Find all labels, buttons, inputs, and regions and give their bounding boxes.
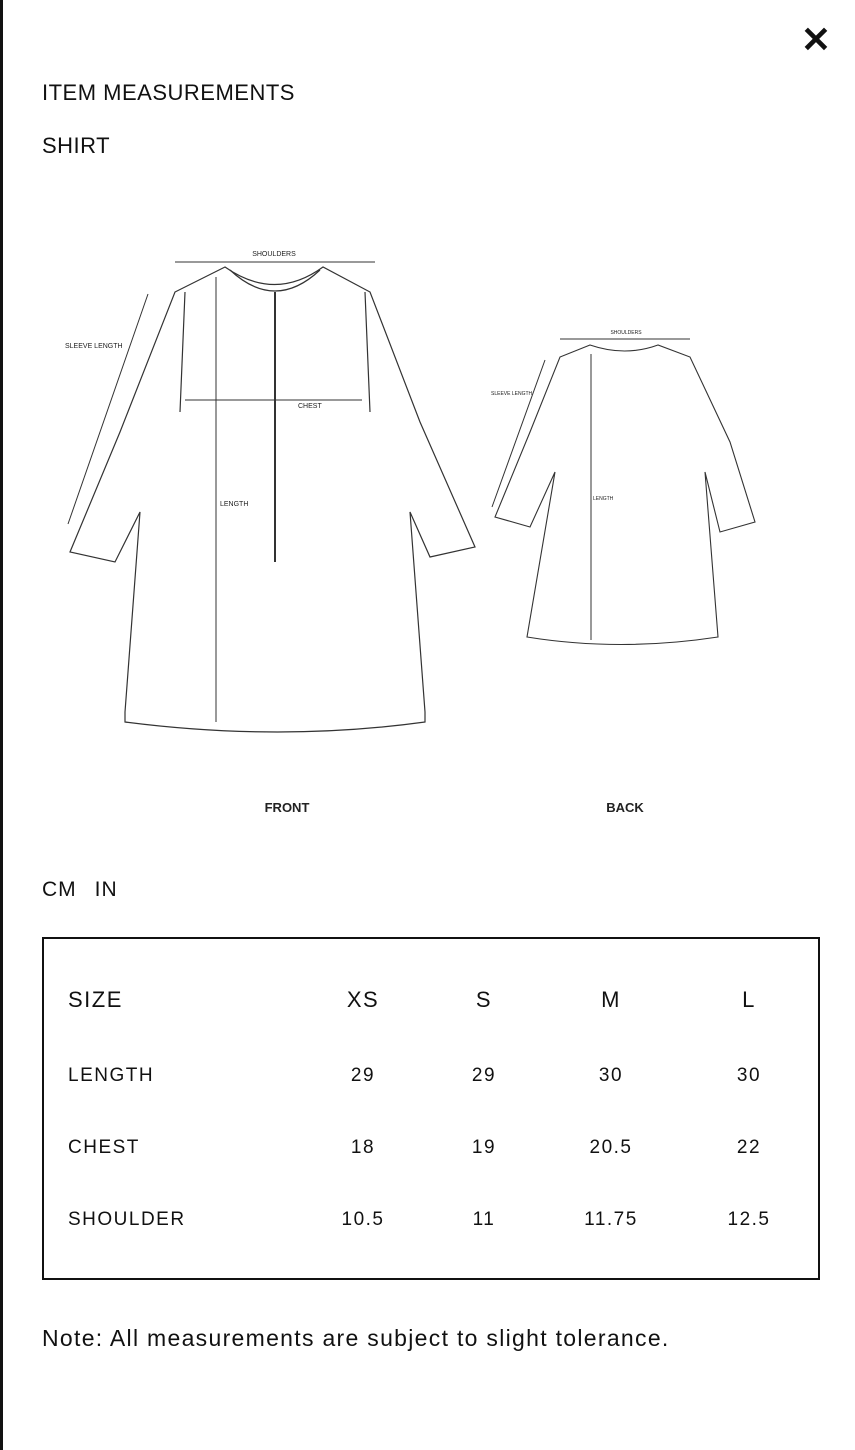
back-arrows [492,339,690,640]
header-size: SIZE [68,987,123,1012]
cell: 20.5 [589,1137,633,1158]
cell: 11.75 [584,1209,638,1230]
size-table [42,937,820,1280]
row-label: CHEST [68,1137,140,1158]
front-caption: FRONT [264,800,310,815]
front-length-label: LENGTH [220,501,249,508]
page-title: ITEM MEASUREMENTS [42,80,295,105]
unit-toggle [42,878,136,902]
unit-in[interactable]: IN [94,878,118,901]
header-col: L [742,987,756,1012]
cell: 11 [472,1209,496,1230]
back-shoulders-label: SHOULDERS [610,330,642,336]
cell: 18 [350,1137,376,1158]
cell: 29 [471,1065,497,1086]
back-caption: BACK [606,800,644,815]
unit-cm[interactable]: CM [42,878,77,901]
front-sleeve-label: SLEEVE LENGTH [65,343,123,350]
close-button[interactable] [800,19,832,60]
cell: 29 [350,1065,376,1086]
row-label: LENGTH [68,1065,155,1086]
front-shoulders-label: SHOULDERS [252,251,296,258]
cell: 22 [736,1137,762,1158]
cell: 30 [736,1065,762,1086]
cell: 30 [598,1065,624,1086]
shirt-diagram [40,182,780,850]
back-sleeve-label: SLEEVE LENGTH [491,391,533,397]
left-border [0,0,3,1450]
cell: 10.5 [341,1209,385,1230]
cell: 12.5 [727,1209,771,1230]
header-col: S [475,987,493,1012]
row-label: SHOULDER [68,1209,186,1230]
header-col: M [601,987,621,1012]
back-length-label: LENGTH [593,496,614,502]
close-icon: ✕ [800,19,832,60]
cell: 19 [471,1137,497,1158]
front-arrows [68,262,375,722]
shirt-front [70,267,475,732]
header-col: XS [346,987,380,1012]
item-type: SHIRT [42,133,111,158]
tolerance-note: Note: All measurements are subject to slight tolerance. [42,1325,670,1351]
front-chest-label: CHEST [298,403,322,410]
